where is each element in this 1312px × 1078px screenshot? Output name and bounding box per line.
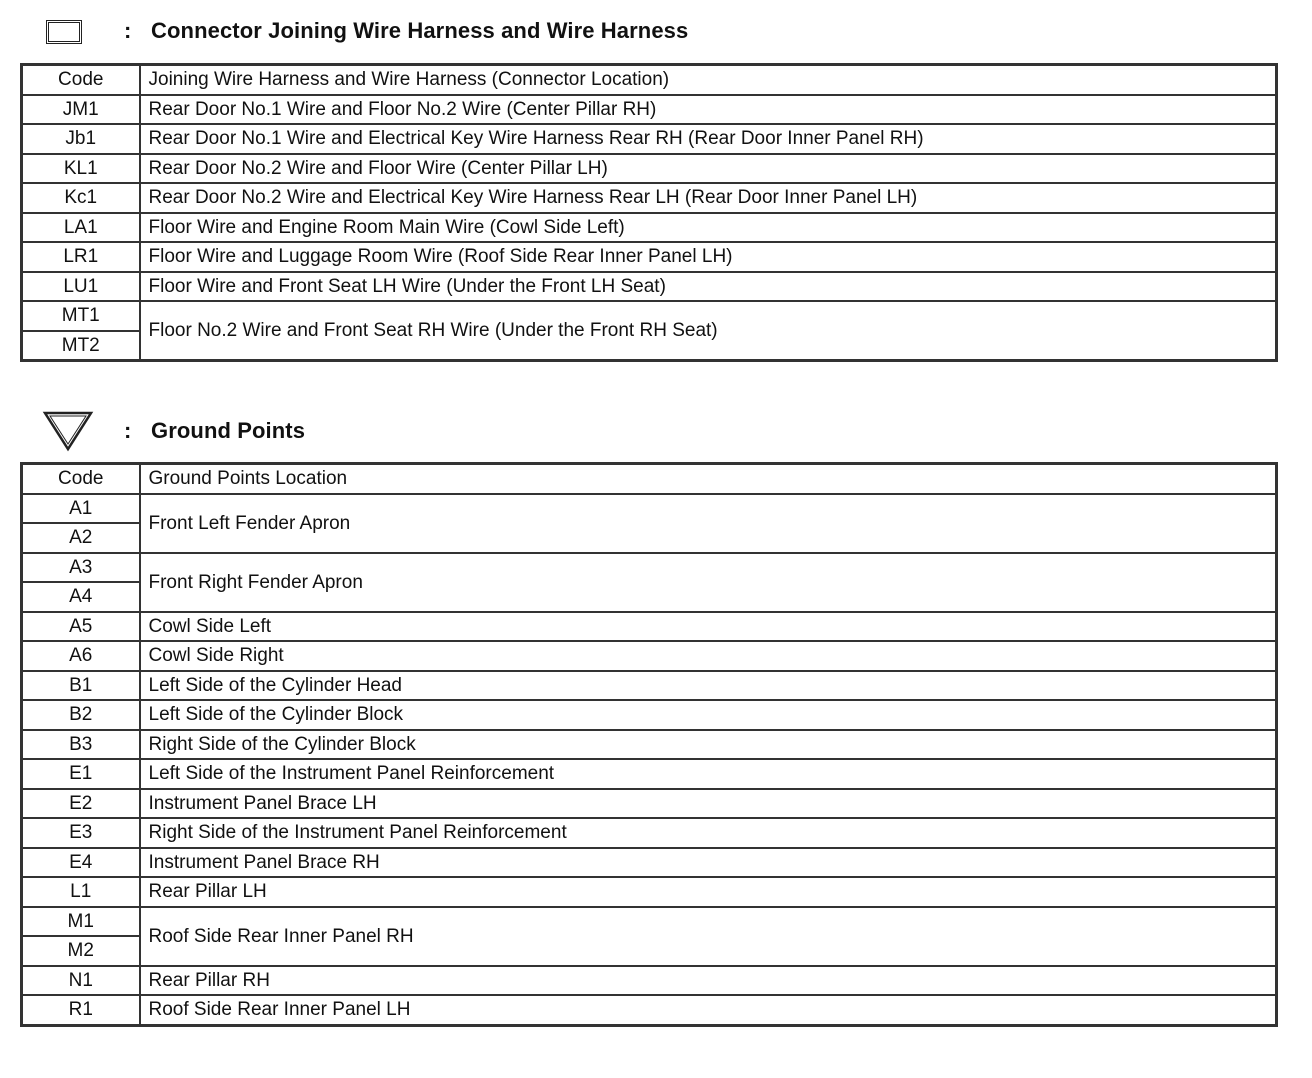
- location-cell: Right Side of the Instrument Panel Reinforcement: [140, 818, 1277, 848]
- ground-points-table: [20, 462, 1278, 1027]
- code-cell: B3: [22, 730, 140, 760]
- code-cell: KL1: [22, 154, 140, 184]
- code-cell: LR1: [22, 242, 140, 272]
- location-cell: Rear Door No.2 Wire and Floor Wire (Center Pillar LH): [140, 154, 1277, 184]
- table-row: [22, 124, 1277, 154]
- location-cell: Floor Wire and Front Seat LH Wire (Under the Front LH Seat): [140, 272, 1277, 302]
- location-cell: Front Right Fender Apron: [140, 553, 1277, 612]
- location-cell: Left Side of the Cylinder Head: [140, 671, 1277, 701]
- table-row: [22, 494, 1277, 524]
- location-cell: Rear Pillar LH: [140, 877, 1277, 907]
- location-cell: Left Side of the Cylinder Block: [140, 700, 1277, 730]
- location-cell: Left Side of the Instrument Panel Reinforcement: [140, 759, 1277, 789]
- table-row: [22, 272, 1277, 302]
- code-cell: MT2: [22, 331, 140, 361]
- table-row: [22, 641, 1277, 671]
- table-row: [22, 700, 1277, 730]
- code-cell: Jb1: [22, 124, 140, 154]
- code-column-header: Code: [22, 65, 140, 95]
- table-row: [22, 671, 1277, 701]
- location-cell: Cowl Side Left: [140, 612, 1277, 642]
- code-cell: A5: [22, 612, 140, 642]
- code-cell: M2: [22, 936, 140, 966]
- code-cell: B1: [22, 671, 140, 701]
- table-row: [22, 907, 1277, 937]
- code-cell: LA1: [22, 213, 140, 243]
- section-colon: :: [124, 418, 132, 443]
- location-cell: Roof Side Rear Inner Panel LH: [140, 995, 1277, 1025]
- location-cell: Rear Door No.1 Wire and Floor No.2 Wire (Center Pillar RH): [140, 95, 1277, 125]
- ground-points-table-body: [22, 464, 1277, 1026]
- code-cell: E2: [22, 789, 140, 819]
- connectors-table: [20, 63, 1278, 362]
- table-row: [22, 966, 1277, 996]
- location-cell: Floor Wire and Engine Room Main Wire (Cowl Side Left): [140, 213, 1277, 243]
- location-cell: Right Side of the Cylinder Block: [140, 730, 1277, 760]
- table-row: [22, 612, 1277, 642]
- code-cell: B2: [22, 700, 140, 730]
- table-row: [22, 995, 1277, 1025]
- code-cell: E4: [22, 848, 140, 878]
- table-row: [22, 183, 1277, 213]
- table-row: [22, 848, 1277, 878]
- section-colon: :: [124, 18, 132, 43]
- table-header-row: [22, 65, 1277, 95]
- code-cell: A3: [22, 553, 140, 583]
- grounds-section-title: Ground Points: [151, 418, 306, 443]
- table-row: [22, 759, 1277, 789]
- code-cell: L1: [22, 877, 140, 907]
- code-cell: A2: [22, 523, 140, 553]
- code-cell: MT1: [22, 301, 140, 331]
- code-cell: M1: [22, 907, 140, 937]
- location-cell: Floor No.2 Wire and Front Seat RH Wire (Under the Front RH Seat): [140, 301, 1277, 361]
- code-cell: Kc1: [22, 183, 140, 213]
- ground-point-triangle-icon: [42, 410, 94, 452]
- location-cell: Floor Wire and Luggage Room Wire (Roof Side Rear Inner Panel LH): [140, 242, 1277, 272]
- location-cell: Cowl Side Right: [140, 641, 1277, 671]
- code-cell: E3: [22, 818, 140, 848]
- code-cell: E1: [22, 759, 140, 789]
- location-cell: Rear Door No.1 Wire and Electrical Key Wire Harness Rear RH (Rear Door Inner Panel RH): [140, 124, 1277, 154]
- table-row: [22, 789, 1277, 819]
- table-row: [22, 730, 1277, 760]
- table-row: [22, 95, 1277, 125]
- location-cell: Rear Pillar RH: [140, 966, 1277, 996]
- location-cell: Instrument Panel Brace LH: [140, 789, 1277, 819]
- code-cell: R1: [22, 995, 140, 1025]
- code-cell: JM1: [22, 95, 140, 125]
- code-cell: LU1: [22, 272, 140, 302]
- code-cell: N1: [22, 966, 140, 996]
- table-row: [22, 818, 1277, 848]
- connectors-section-title: Connector Joining Wire Harness and Wire Harness: [151, 18, 689, 43]
- table-header-row: [22, 464, 1277, 494]
- table-row: [22, 154, 1277, 184]
- table-row: [22, 877, 1277, 907]
- table-row: [22, 242, 1277, 272]
- connector-symbol-icon: [46, 20, 82, 44]
- table-row: [22, 301, 1277, 331]
- location-cell: Rear Door No.2 Wire and Electrical Key Wire Harness Rear LH (Rear Door Inner Panel LH): [140, 183, 1277, 213]
- location-column-header: Ground Points Location: [140, 464, 1277, 494]
- location-cell: Front Left Fender Apron: [140, 494, 1277, 553]
- location-cell: Roof Side Rear Inner Panel RH: [140, 907, 1277, 966]
- connectors-table-body: [22, 65, 1277, 361]
- code-cell: A4: [22, 582, 140, 612]
- table-row: [22, 213, 1277, 243]
- code-cell: A6: [22, 641, 140, 671]
- location-cell: Instrument Panel Brace RH: [140, 848, 1277, 878]
- code-column-header: Code: [22, 464, 140, 494]
- location-column-header: Joining Wire Harness and Wire Harness (Connector Location): [140, 65, 1277, 95]
- table-row: [22, 553, 1277, 583]
- code-cell: A1: [22, 494, 140, 524]
